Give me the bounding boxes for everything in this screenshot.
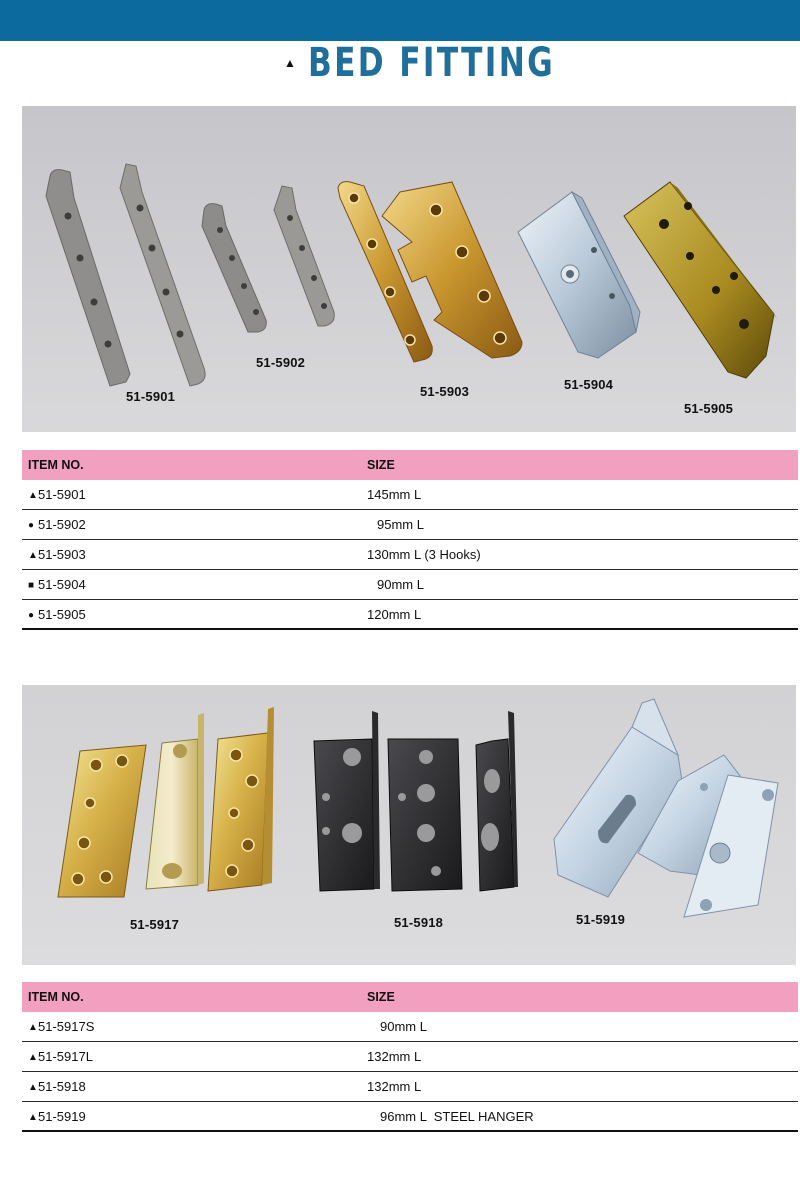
size-cell: 120mm L bbox=[367, 606, 422, 622]
triangle-marker-icon: ▲ bbox=[28, 1111, 38, 1123]
item-number: 51-5902 bbox=[38, 517, 86, 532]
item-number: 51-5904 bbox=[38, 577, 86, 592]
header-size: SIZE bbox=[367, 990, 395, 1004]
table-row bbox=[22, 1012, 798, 1042]
table-header-row bbox=[22, 982, 798, 1012]
page-title bbox=[284, 38, 625, 88]
product-label: 51-5917 bbox=[130, 917, 180, 932]
product-label: 51-5905 bbox=[684, 401, 734, 416]
table-row bbox=[22, 600, 798, 630]
circle-marker-icon: ● bbox=[28, 520, 35, 531]
item-cell bbox=[22, 547, 367, 562]
size-cell: 90mm L bbox=[380, 1019, 427, 1034]
table-row bbox=[22, 570, 798, 600]
triangle-marker-icon: ▲ bbox=[28, 1052, 38, 1063]
table-row bbox=[22, 1102, 798, 1132]
size-cell: 96mm L STEEL HANGER bbox=[380, 1108, 534, 1124]
table-row bbox=[22, 1072, 798, 1102]
title-triangle-icon: ▲ bbox=[284, 56, 296, 70]
table-row bbox=[22, 480, 798, 510]
item-number: 51-5919 bbox=[38, 1108, 86, 1124]
spec-table-1 bbox=[22, 450, 798, 630]
product-label: 51-5901 bbox=[126, 389, 176, 404]
top-banner bbox=[0, 0, 800, 41]
triangle-marker-icon: ▲ bbox=[28, 1082, 38, 1093]
item-cell bbox=[22, 1019, 367, 1034]
product-label: 51-5918 bbox=[394, 915, 444, 930]
square-marker-icon: ■ bbox=[28, 580, 35, 591]
circle-marker-icon: ● bbox=[28, 609, 35, 621]
header-size: SIZE bbox=[367, 458, 395, 472]
product-label: 51-5919 bbox=[576, 912, 626, 927]
spec-table-2 bbox=[22, 982, 798, 1132]
item-number: 51-5903 bbox=[38, 547, 86, 562]
triangle-marker-icon: ▲ bbox=[28, 490, 38, 501]
size-cell: 90mm L bbox=[377, 577, 424, 592]
size-cell: 145mm L bbox=[367, 487, 422, 502]
table-header-row bbox=[22, 450, 798, 480]
product-photo-2 bbox=[22, 685, 796, 965]
size-cell: 130mm L (3 Hooks) bbox=[367, 547, 481, 562]
item-cell bbox=[22, 1079, 367, 1094]
title-text: BED FITTING bbox=[307, 40, 556, 86]
product-label: 51-5903 bbox=[420, 384, 470, 399]
table-row bbox=[22, 510, 798, 540]
product-label: 51-5902 bbox=[256, 355, 306, 370]
item-cell bbox=[22, 577, 367, 592]
product-label: 51-5904 bbox=[564, 377, 614, 392]
triangle-marker-icon: ▲ bbox=[28, 1022, 38, 1033]
triangle-marker-icon: ▲ bbox=[28, 550, 38, 561]
item-number: 51-5917S bbox=[38, 1019, 95, 1034]
item-number: 51-5918 bbox=[38, 1079, 86, 1094]
item-cell bbox=[22, 487, 367, 502]
item-number: 51-5905 bbox=[38, 606, 86, 622]
size-cell: 132mm L bbox=[367, 1079, 422, 1094]
item-cell bbox=[22, 1109, 367, 1124]
product-photo-1 bbox=[22, 106, 796, 432]
item-cell bbox=[22, 517, 367, 532]
item-cell bbox=[22, 607, 367, 622]
size-cell: 95mm L bbox=[377, 517, 424, 532]
product-photo-1-illustration bbox=[22, 106, 796, 432]
item-number: 51-5901 bbox=[38, 487, 86, 502]
item-cell bbox=[22, 1049, 367, 1064]
size-cell: 132mm L bbox=[367, 1049, 422, 1064]
header-item-no: ITEM NO. bbox=[28, 458, 84, 472]
table-row bbox=[22, 1042, 798, 1072]
item-number: 51-5917L bbox=[38, 1049, 93, 1064]
header-item-no: ITEM NO. bbox=[28, 990, 84, 1004]
table-row bbox=[22, 540, 798, 570]
